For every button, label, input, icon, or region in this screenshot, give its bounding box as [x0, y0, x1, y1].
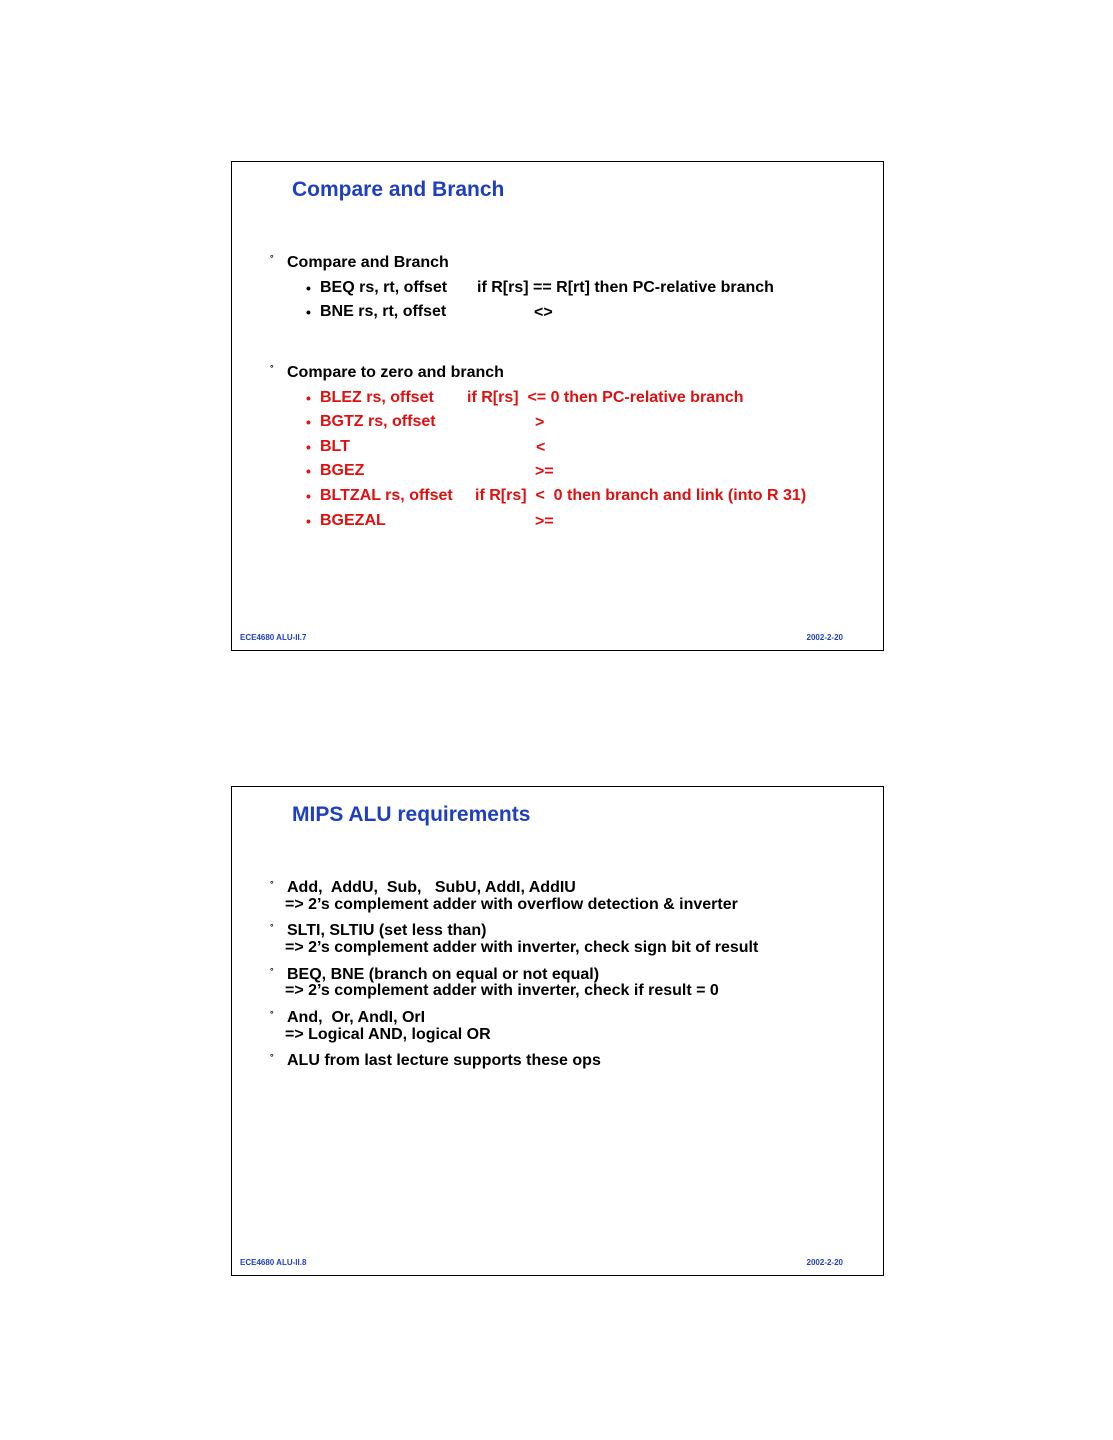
section-bullet-icon: ° — [270, 1052, 274, 1062]
bullet-line: BEQ, BNE (branch on equal or not equal) — [287, 966, 600, 983]
bullet-line: Add, AddU, Sub, SubU, AddI, AddIU — [287, 879, 576, 896]
bullet-line: And, Or, AndI, OrI — [287, 1009, 426, 1026]
bullet-detail: => Logical AND, logical OR — [285, 1026, 491, 1043]
op: BLEZ rs, offset — [320, 389, 434, 406]
op: BLTZAL rs, offset — [320, 487, 453, 504]
slide-compare-and-branch — [231, 161, 884, 651]
op: BEQ rs, rt, offset — [320, 279, 448, 296]
slide-mips-alu-requirements — [231, 786, 884, 1276]
bullet-detail: => 2’s complement adder with inverter, check sign bit of result — [285, 939, 759, 956]
op-desc: >= — [535, 513, 554, 530]
bullet-detail: => 2’s complement adder with inverter, check if result = 0 — [285, 982, 719, 999]
bullet-icon: • — [306, 414, 311, 430]
op-desc: if R[rs] == R[rt] then PC-relative branch — [477, 279, 774, 296]
bullet-line: ALU from last lecture supports these ops — [287, 1052, 601, 1069]
footer-date: 2002-2-20 — [806, 1258, 843, 1267]
op-desc: <> — [534, 304, 553, 321]
op-desc: >= — [535, 463, 554, 480]
op: BNE rs, rt, offset — [320, 303, 447, 320]
bullet-icon: • — [306, 280, 311, 296]
section-bullet-icon: ° — [270, 363, 274, 373]
bullet-icon: • — [306, 304, 311, 320]
section-bullet-icon: ° — [270, 966, 274, 976]
op-desc: > — [535, 414, 545, 431]
footer-date: 2002-2-20 — [806, 633, 843, 642]
section-heading: Compare to zero and branch — [287, 364, 504, 381]
bullet-detail: => 2’s complement adder with overflow detection & inverter — [285, 896, 738, 913]
op-desc: < — [536, 439, 546, 456]
slide-title: Compare and Branch — [292, 178, 505, 201]
footer-left: ECE4680 ALU-II.8 — [240, 1258, 307, 1267]
bullet-icon: • — [306, 439, 311, 455]
bullet-line: SLTI, SLTIU (set less than) — [287, 922, 487, 939]
bullet-icon: • — [306, 390, 311, 406]
section-bullet-icon: ° — [270, 1009, 274, 1019]
section-heading: Compare and Branch — [287, 254, 449, 271]
op: BGTZ rs, offset — [320, 413, 436, 430]
slide-title: MIPS ALU requirements — [292, 803, 531, 826]
section-bullet-icon: ° — [270, 922, 274, 932]
bullet-icon: • — [306, 488, 311, 504]
op-desc: if R[rs] < 0 then branch and link (into R 31) — [475, 487, 807, 504]
section-bullet-icon: ° — [270, 253, 274, 263]
section-bullet-icon: ° — [270, 879, 274, 889]
bullet-icon: • — [306, 513, 311, 529]
op: BGEZ — [320, 462, 365, 479]
op: BGEZAL — [320, 512, 386, 529]
op-desc: if R[rs] <= 0 then PC-relative branch — [467, 389, 744, 406]
bullet-icon: • — [306, 463, 311, 479]
op: BLT — [320, 438, 350, 455]
footer-left: ECE4680 ALU-II.7 — [240, 633, 307, 642]
